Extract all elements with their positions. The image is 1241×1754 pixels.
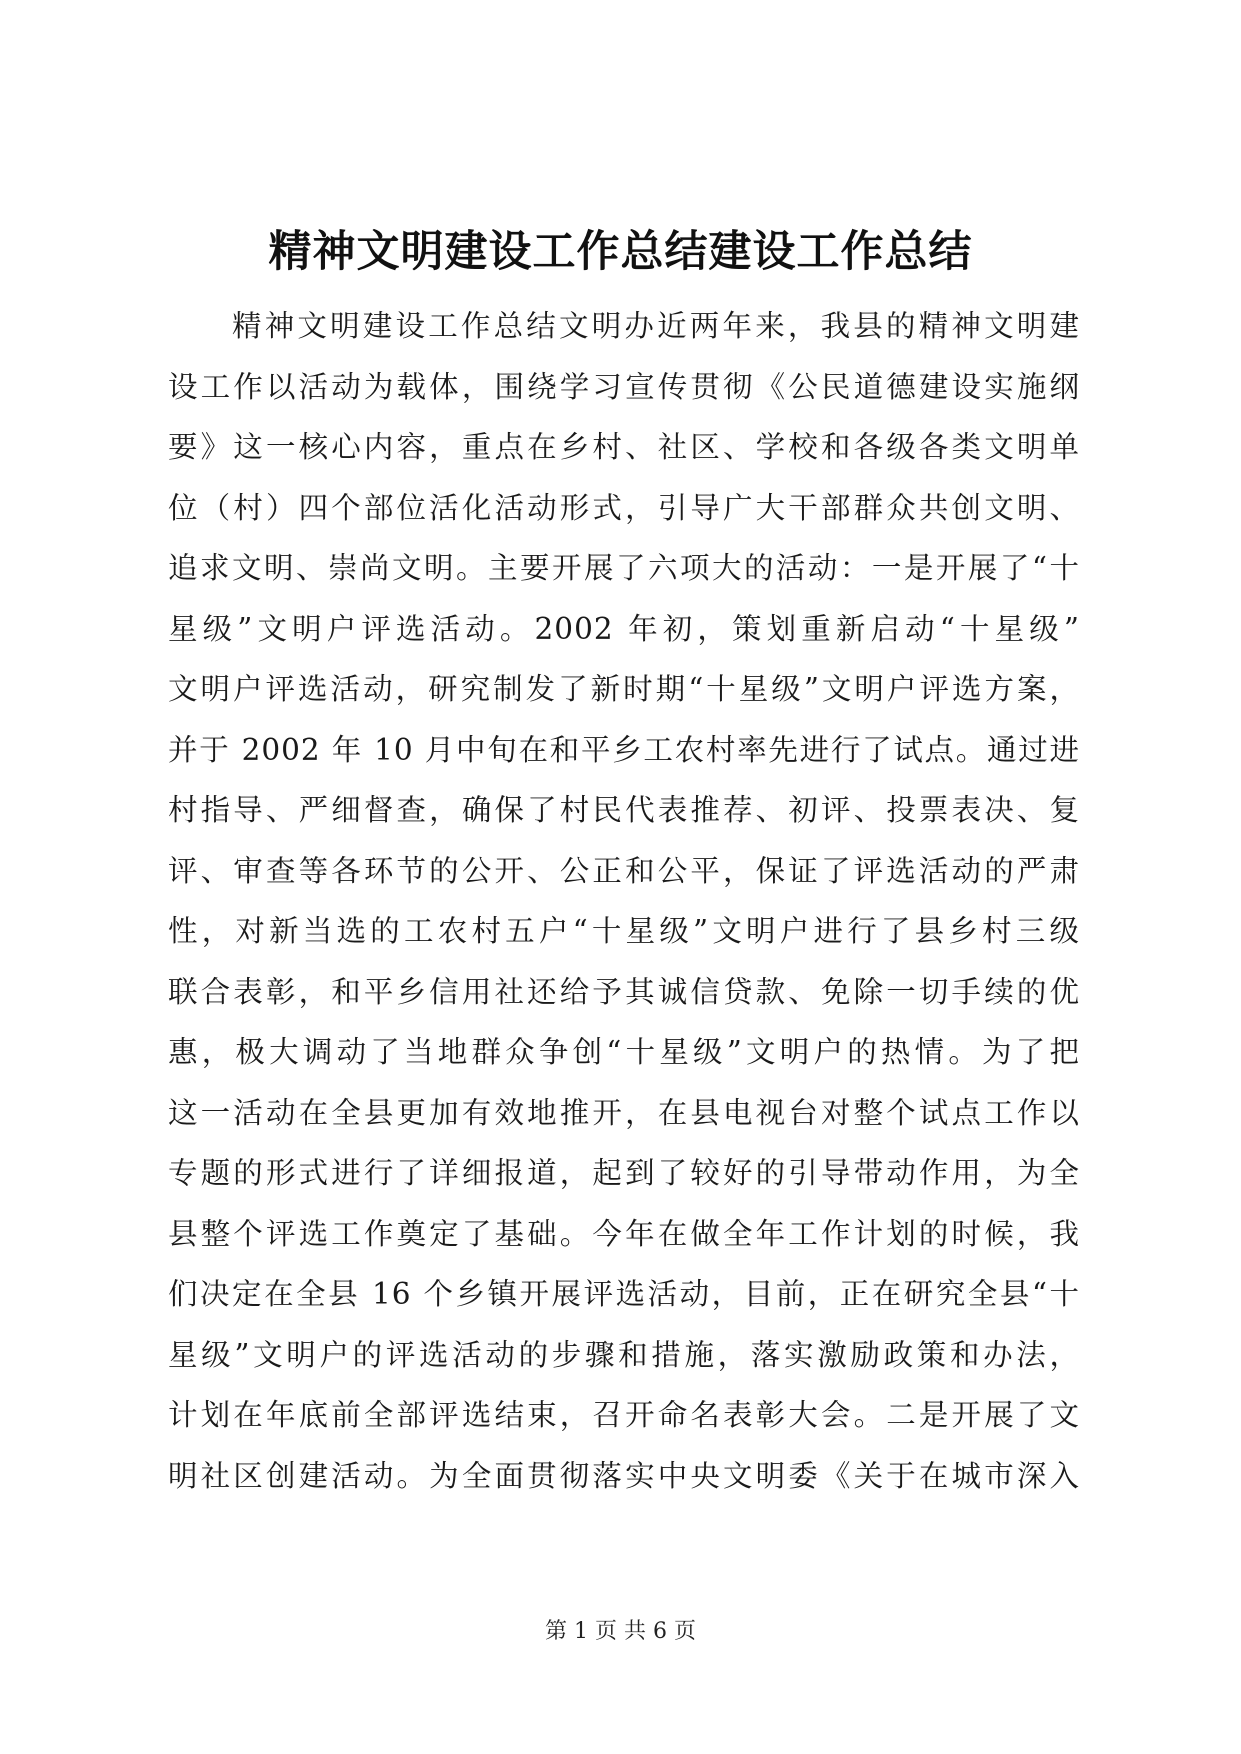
body-line: 专题的形式进行了详细报道，起到了较好的引导带动作用，为全 <box>168 1156 1080 1190</box>
body-line: 精神文明建设工作总结文明办近两年来，我县的精神文明建 <box>232 309 1080 343</box>
body-line: 要》这一核心内容，重点在乡村、社区、学校和各级各类文明单 <box>168 430 1080 464</box>
body-line: 县整个评选工作奠定了基础。今年在做全年工作计划的时候，我 <box>168 1216 1080 1251</box>
page-footer: 第 1 页 共 6 页 <box>545 1619 696 1644</box>
body-line: 们决定在全县 16 个乡镇开展评选活动，目前，正在研究全县“十 <box>168 1277 1080 1311</box>
body-line: 文明户评选活动，研究制发了新时期“十星级”文明户评选方案， <box>168 672 1080 706</box>
body-line: 追求文明、崇尚文明。主要开展了六项大的活动：一是开展了“十 <box>168 551 1080 585</box>
body-line: 惠，极大调动了当地群众争创“十星级”文明户的热情。为了把 <box>168 1035 1080 1069</box>
body-line: 星级”文明户的评选活动的步骤和措施，落实激励政策和办法， <box>168 1337 1080 1372</box>
document-body <box>168 296 1080 1506</box>
body-line: 评、审查等各环节的公开、公正和公平，保证了评选活动的严肃 <box>168 853 1080 888</box>
body-line: 并于 2002 年 10 月中旬在和平乡工农村率先进行了试点。通过进 <box>168 732 1080 767</box>
body-line: 村指导、严细督查，确保了村民代表推荐、初评、投票表决、复 <box>168 793 1080 827</box>
body-line: 位（村）四个部位活化活动形式，引导广大干部群众共创文明、 <box>168 490 1080 525</box>
body-line: 星级”文明户评选活动。2002 年初，策划重新启动“十星级” <box>168 611 1080 646</box>
document-title: 精神文明建设工作总结建设工作总结 <box>268 227 973 277</box>
body-line: 这一活动在全县更加有效地推开，在县电视台对整个试点工作以 <box>168 1095 1080 1130</box>
body-line: 设工作以活动为载体，围绕学习宣传贯彻《公民道德建设实施纲 <box>168 369 1080 404</box>
body-line: 明社区创建活动。为全面贯彻落实中央文明委《关于在城市深入 <box>168 1458 1080 1493</box>
body-line: 计划在年底前全部评选结束，召开命名表彰大会。二是开展了文 <box>168 1398 1080 1432</box>
body-line: 联合表彰，和平乡信用社还给予其诚信贷款、免除一切手续的优 <box>168 974 1080 1009</box>
body-line: 性，对新当选的工农村五户“十星级”文明户进行了县乡村三级 <box>168 914 1080 948</box>
